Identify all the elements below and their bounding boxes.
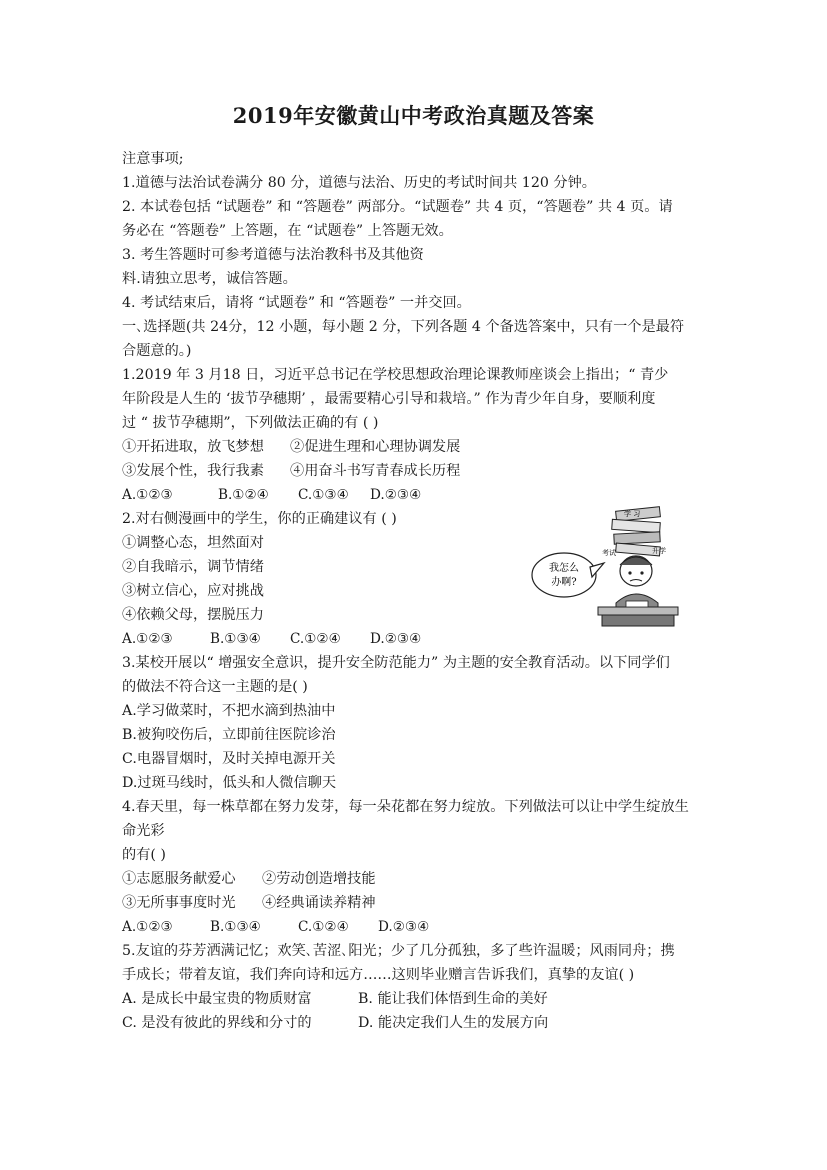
book-label: 学 习 — [624, 510, 641, 518]
q2-option-c: C.①②④ — [290, 631, 341, 647]
q3-stem: 的做法不符合这一主题的是( ) — [122, 679, 308, 695]
q4-statement: ①志愿服务献爱心 — [122, 871, 236, 887]
q4-option-c: C.①②④ — [298, 919, 349, 935]
q2-statement: ①调整心态，坦然面对 — [122, 535, 264, 551]
q1-stem: 年阶段是人生的 ‘拔节孕穗期’ ，最需要精心引导和栽培。” 作为青少年自身，要顺利度 — [122, 391, 656, 407]
q3-option-a: A.学习做菜时，不把水滴到热油中 — [122, 703, 336, 719]
q2-stem: 2.对右侧漫画中的学生，你的正确建议有 ( ) — [122, 511, 397, 527]
notice-item: 4. 考试结束后，请将 “试题卷” 和 “答题卷” 一并交回。 — [122, 295, 471, 311]
q4-option-b: B.①③④ — [210, 919, 261, 935]
page-title: 2019年安徽黄山中考政治真题及答案 — [232, 103, 595, 128]
notice-item: 3. 考生答题时可参考道德与法治教科书及其他资 — [122, 247, 424, 263]
bubble-text-1: 我怎么 — [549, 563, 579, 574]
q1-option-c: C.①③④ — [298, 487, 349, 503]
q1-statement: ③发展个性，我行我素 — [122, 463, 264, 479]
speech-bubble — [532, 553, 596, 597]
q2-statement: ④依赖父母，摆脱压力 — [122, 607, 264, 623]
q5-option-c: C. 是没有彼此的界线和分寸的 — [122, 1015, 312, 1031]
q2-option-a: A.①②③ — [122, 631, 173, 647]
q1-statement: ④用奋斗书写青春成长历程 — [290, 463, 461, 479]
notice-heading: 注意事项; — [122, 151, 184, 167]
q2-option-d: D.②③④ — [370, 631, 422, 647]
q3-option-b: B.被狗咬伤后，立即前往医院诊治 — [122, 727, 336, 743]
notice-item: 料.请独立思考，诚信答题。 — [122, 271, 297, 287]
section-heading: 一､选择题(共 24分，12 小题，每小题 2 分，下列各题 4 个备选答案中，只有一个是最符 — [122, 319, 685, 335]
notice-item: 务必在 “答题卷” 上答题，在 “试题卷” 上答题无效。 — [122, 223, 453, 239]
desk-front — [602, 615, 674, 626]
q4-statement: ④经典诵读养精神 — [262, 895, 376, 911]
q5-stem: 手成长；带着友谊，我们奔向诗和远方……这则毕业赠言告诉我们，真挚的友谊( ) — [122, 967, 635, 983]
q4-statement: ②劳动创造增技能 — [262, 871, 376, 887]
q5-option-b: B. 能让我们体悟到生命的美好 — [358, 991, 548, 1007]
q4-stem: 的有( ) — [122, 847, 166, 863]
q2-option-b: B.①③④ — [210, 631, 261, 647]
q3-option-d: D.过斑马线时，低头和人微信聊天 — [122, 775, 337, 791]
q2-statement: ③树立信心，应对挑战 — [122, 583, 264, 599]
q1-stem: 1.2019 年 3 月18 日，习近平总书记在学校思想政治理论课教师座谈会上指出；“ 青少 — [122, 367, 669, 383]
q1-stem: 过 “ 拔节孕穗期”，下列做法正确的有 ( ) — [122, 415, 379, 431]
q1-option-a: A.①②③ — [122, 487, 173, 503]
book-label: 升学 — [652, 547, 666, 555]
q4-stem: 命光彩 — [122, 823, 165, 839]
q3-option-c: C.电器冒烟时，及时关掉电源开关 — [122, 751, 336, 767]
notice-item: 1.道德与法治试卷满分 80 分，道德与法治、历史的考试时间共 120 分钟。 — [122, 175, 596, 191]
q5-stem: 5.友谊的芬芳洒满记忆；欢笑､苦涩､阳光；少了几分孤独，多了些许温暖；风雨同舟；携 — [122, 943, 675, 959]
q1-statement: ①开拓进取，放飞梦想 — [122, 439, 264, 455]
q1-option-d: D.②③④ — [370, 487, 422, 503]
bubble-text-2: 办啊? — [551, 577, 577, 588]
student-eye — [628, 571, 631, 574]
book — [614, 532, 660, 544]
book — [612, 519, 661, 532]
q1-option-b: B.①②④ — [218, 487, 269, 503]
q4-statement: ③无所事事度时光 — [122, 895, 236, 911]
q5-option-a: A. 是成长中最宝贵的物质财富 — [122, 991, 312, 1007]
cartoon-stressed-student — [530, 505, 680, 627]
desk — [598, 607, 678, 615]
section-heading-cont: 合题意的。) — [122, 343, 192, 359]
student-eye — [640, 571, 643, 574]
notice-item: 2. 本试卷包括 “试题卷” 和 “答题卷” 两部分。“试题卷” 共 4 页，“答题卷” 共 4 页。请 — [122, 199, 673, 215]
q4-stem: 4.春天里，每一株草都在努力发芽，每一朵花都在努力绽放。下列做法可以让中学生绽放生 — [122, 799, 689, 815]
q4-option-d: D.②③④ — [378, 919, 430, 935]
q1-statement: ②促进生理和心理协调发展 — [290, 439, 461, 455]
q4-option-a: A.①②③ — [122, 919, 173, 935]
open-book — [626, 601, 648, 607]
book-label: 考试 — [602, 549, 616, 557]
q3-stem: 3.某校开展以“ 增强安全意识，提升安全防范能力” 为主题的安全教育活动。以下同学们 — [122, 655, 670, 671]
student-hair — [620, 557, 652, 565]
q2-statement: ②自我暗示，调节情绪 — [122, 559, 264, 575]
q5-option-d: D. 能决定我们人生的发展方向 — [358, 1015, 549, 1031]
